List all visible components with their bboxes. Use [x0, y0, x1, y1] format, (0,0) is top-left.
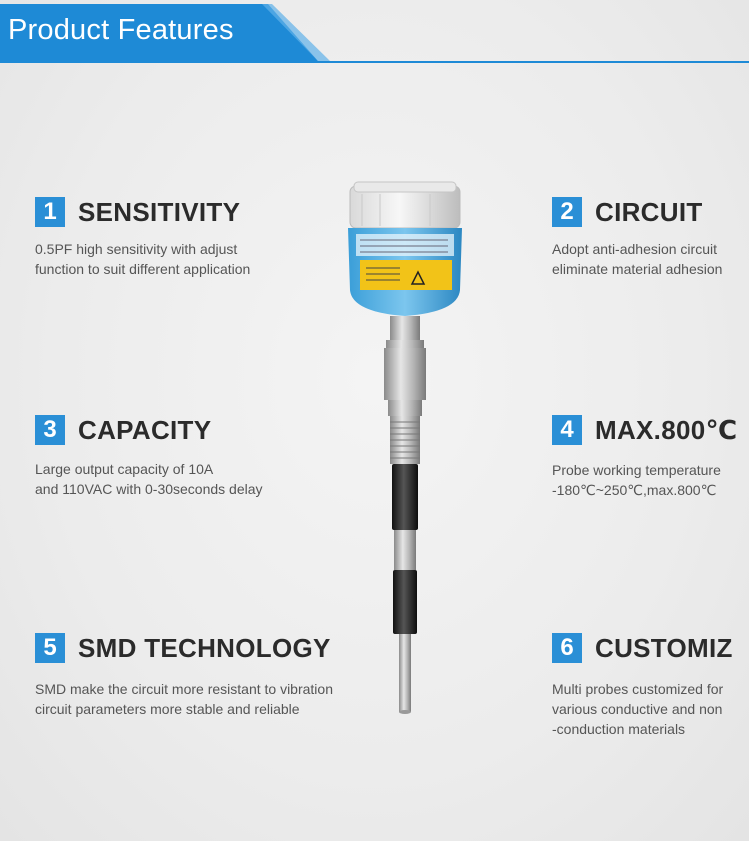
page-title: Product Features: [8, 14, 234, 46]
feature-number-badge: 6: [552, 633, 582, 663]
header-underline: [0, 61, 749, 63]
feature-title: CUSTOMIZ: [595, 633, 733, 663]
feature-description: Multi probes customized for various conductive and non -conduction materials: [552, 681, 724, 737]
header-banner: [0, 0, 749, 66]
feature-title: CAPACITY: [78, 415, 212, 445]
feature-title: SENSITIVITY: [78, 197, 241, 227]
feature-description: Probe working temperature -180℃~250℃,max.800℃: [552, 462, 721, 498]
feature-number-badge: 1: [35, 197, 65, 227]
level-switch-product-image: [340, 180, 470, 720]
feature-description: SMD make the circuit more resistant to vibration circuit parameters more stable and reliable: [35, 681, 333, 717]
feature-number-badge: 2: [552, 197, 582, 227]
feature-description: Adopt anti-adhesion circuit eliminate material adhesion: [552, 241, 723, 277]
feature-title: MAX.800℃: [595, 415, 738, 445]
feature-title: CIRCUIT: [595, 197, 703, 227]
feature-number-badge: 5: [35, 633, 65, 663]
feature-number-badge: 4: [552, 415, 582, 445]
feature-number-badge: 3: [35, 415, 65, 445]
feature-description: Large output capacity of 10A and 110VAC with 0-30seconds delay: [35, 461, 263, 497]
feature-description: 0.5PF high sensitivity with adjust function to suit different application: [35, 241, 251, 277]
feature-title: SMD TECHNOLOGY: [78, 633, 331, 663]
